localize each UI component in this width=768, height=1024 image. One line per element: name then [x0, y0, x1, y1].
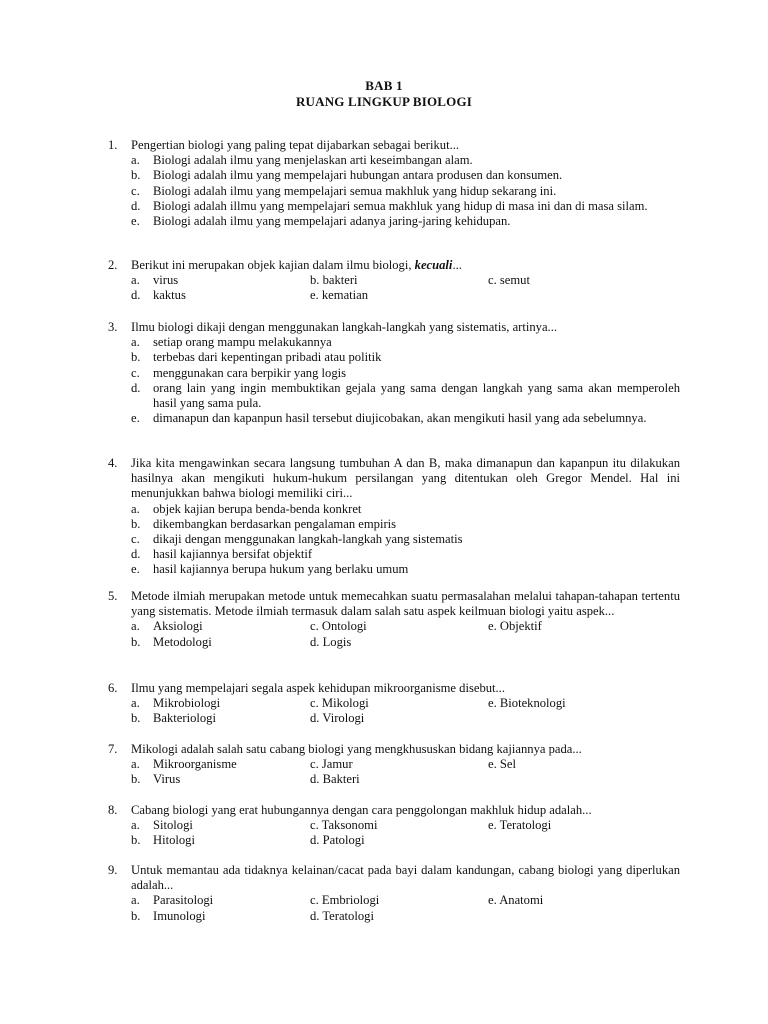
option-text: Mikroorganisme [153, 757, 237, 772]
option-letter: d. [131, 288, 141, 303]
options-row [108, 818, 680, 833]
option-e: e. Teratologi [488, 818, 552, 833]
options-row [108, 273, 680, 288]
option-d [108, 381, 680, 411]
option-text: Biologi adalah ilmu yang mempelajari hubungan antara produsen dan konsumen. [153, 168, 563, 183]
option-text: dimanapun dan kapanpun hasil tersebut diujicobakan, akan mengikuti hasil yang ada sebelumnya. [153, 411, 647, 426]
question-number: 1. [108, 138, 118, 152]
option-d [108, 547, 680, 562]
option-c: c. Embriologi [310, 893, 380, 908]
option-c: c. semut [488, 273, 530, 288]
option-text: Biologi adalah ilmu yang mempelajari adanya jaring-jaring kehidupan. [153, 214, 511, 229]
option-b [131, 711, 216, 726]
option-letter: a. [131, 273, 140, 288]
option-b [131, 634, 212, 650]
option-text: Sitologi [153, 818, 193, 833]
option-a [131, 619, 203, 634]
question-6 [108, 681, 680, 727]
options-row [108, 909, 680, 924]
question-number: 2. [108, 258, 118, 272]
options-row [108, 757, 680, 772]
option-e [108, 411, 680, 426]
option-d [131, 288, 186, 303]
option-letter: c. [131, 183, 140, 198]
option-letter: d. [131, 547, 141, 562]
option-text: hasil kajiannya bersifat objektif [153, 547, 313, 562]
option-letter: b. [131, 833, 141, 848]
option-text: Mikrobiologi [153, 696, 221, 711]
question-8 [108, 803, 680, 849]
option-letter: e. [131, 562, 140, 577]
option-a [131, 893, 214, 908]
question-7 [108, 742, 680, 788]
option-c: c. Taksonomi [310, 818, 378, 833]
question-number: 4. [108, 456, 118, 470]
option-a [131, 757, 237, 772]
option-letter: c. [131, 532, 140, 547]
option-letter: a. [131, 501, 140, 516]
option-a [108, 502, 680, 517]
question-number: 3. [108, 320, 118, 334]
option-text: terbebas dari kepentingan pribadi atau politik [153, 350, 382, 365]
question-5 [108, 589, 680, 650]
question-9 [108, 863, 680, 924]
option-letter: b. [131, 711, 141, 726]
option-a [131, 273, 179, 288]
option-text: objek kajian berupa benda-benda konkret [153, 501, 362, 516]
option-b [108, 517, 680, 532]
option-letter: d. [131, 380, 141, 395]
question-number: 9. [108, 863, 118, 877]
option-d: d. Logis [310, 634, 352, 649]
option-text: Virus [153, 772, 181, 787]
option-letter: b. [131, 908, 141, 923]
option-e: e. Objektif [488, 619, 542, 634]
option-e [108, 562, 680, 577]
question-number: 8. [108, 803, 118, 817]
option-letter: a. [131, 893, 140, 908]
option-c: c. Mikologi [310, 696, 369, 711]
option-text: Bakteriologi [153, 711, 216, 726]
option-text: Biologi adalah ilmu yang mempelajari semua makhluk yang hidup sekarang ini. [153, 183, 557, 198]
question-1 [108, 138, 680, 229]
option-d: d. Bakteri [310, 772, 360, 787]
option-text: setiap orang mampu melakukannya [153, 335, 332, 350]
question-text-end: ... [452, 258, 462, 272]
options-row [108, 696, 680, 711]
option-text: virus [153, 273, 179, 288]
options-row [108, 635, 680, 650]
option-e: e. Anatomi [488, 893, 544, 908]
options-row [108, 893, 680, 908]
question-number: 6. [108, 681, 118, 695]
question-2 [108, 258, 680, 304]
option-d: d. Patologi [310, 833, 365, 848]
chapter-label: BAB 1 [365, 78, 403, 93]
page-title: RUANG LINGKUP BIOLOGI [295, 94, 473, 109]
question-text: Berikut ini merupakan objek kajian dalam ilmu biologi, [131, 258, 412, 272]
option-text: menggunakan cara berpikir yang logis [153, 365, 347, 380]
option-letter: b. [131, 350, 141, 365]
option-text: Metodologi [153, 634, 212, 649]
question-text: Ilmu biologi dikaji dengan menggunakan langkah-langkah yang sistematis, artinya... [131, 320, 557, 334]
option-e: e. kematian [310, 288, 369, 303]
option-c [108, 184, 680, 199]
option-e: e. Bioteknologi [488, 696, 566, 711]
option-letter: a. [131, 696, 140, 711]
option-d [108, 199, 680, 214]
option-a [131, 818, 193, 833]
option-text: orang lain yang ingin membuktikan gejala yang sama dengan langkah yang sama akan memperoleh hasil yang sama pula. [153, 380, 680, 411]
option-letter: b. [131, 634, 141, 649]
option-e [108, 214, 680, 229]
question-4 [108, 456, 680, 578]
question-text: Ilmu yang mempelajari segala aspek kehidupan mikroorganisme disebut... [131, 681, 505, 695]
option-text: dikaji dengan menggunakan langkah-langkah yang sistematis [153, 532, 463, 547]
question-text: Metode ilmiah merupakan metode untuk memecahkan suatu permasalahan melalui tahapan-tahapan tertentu yang sistematis. Metode ilmiah termasuk dalam salah satu aspek keilmuan biologi yaitu aspek... [131, 589, 680, 619]
option-text: dikembangkan berdasarkan pengalaman empiris [153, 516, 397, 531]
options-row [108, 619, 680, 634]
option-letter: e. [131, 411, 140, 426]
option-letter: a. [131, 153, 140, 168]
option-letter: e. [131, 214, 140, 229]
option-text: Parasitologi [153, 893, 214, 908]
option-text: Aksiologi [153, 619, 203, 634]
option-b [108, 350, 680, 365]
question-emphasis: kecuali [414, 258, 453, 272]
option-letter: a. [131, 818, 140, 833]
option-letter: a. [131, 757, 140, 772]
option-letter: b. [131, 772, 141, 787]
option-c [108, 366, 680, 381]
question-number: 5. [108, 589, 118, 603]
option-text: Biologi adalah illmu yang mempelajari semua makhluk yang hidup di masa ini dan di masa silam. [153, 198, 648, 213]
option-c: c. Jamur [310, 757, 353, 772]
options-row [108, 711, 680, 726]
option-c [108, 532, 680, 547]
question-number: 7. [108, 742, 118, 756]
question-text: Pengertian biologi yang paling tepat dijabarkan sebagai berikut... [131, 138, 460, 152]
option-letter: a. [131, 335, 140, 350]
option-text: Imunologi [153, 908, 206, 923]
option-text: hasil kajiannya berupa hukum yang berlaku umum [153, 562, 409, 577]
option-a [108, 153, 680, 168]
option-letter: a. [131, 619, 140, 634]
option-b [131, 908, 206, 924]
question-3 [108, 320, 680, 426]
options-row [108, 772, 680, 787]
options-row [108, 288, 680, 303]
option-text: Biologi adalah ilmu yang menjelaskan arti keseimbangan alam. [153, 153, 473, 168]
option-e: e. Sel [488, 757, 516, 772]
question-text: Mikologi adalah salah satu cabang biologi yang mengkhususkan bidang kajiannya pada... [131, 742, 582, 756]
option-a [108, 335, 680, 350]
question-text: Cabang biologi yang erat hubungannya dengan cara penggolongan makhluk hidup adalah... [131, 803, 592, 817]
option-letter: b. [131, 516, 141, 531]
option-text: kaktus [153, 288, 186, 303]
option-a [131, 696, 221, 711]
question-text: Untuk memantau ada tidaknya kelainan/cacat pada bayi dalam kandungan, cabang biologi yang diperlukan adalah... [131, 863, 680, 893]
option-text: Hitologi [153, 833, 195, 848]
option-c: c. Ontologi [310, 619, 367, 634]
option-letter: b. [131, 168, 141, 183]
option-d: d. Teratologi [310, 908, 374, 923]
question-text: Jika kita mengawinkan secara langsung tumbuhan A dan B, maka dimanapun dan kapanpun itu dilakukan hasilnya akan mengikuti hukum-hukum persilangan yang ditentukan oleh Gregor Mendel. Hal ini menunjukkan bahwa biologi memiliki ciri... [131, 456, 680, 501]
option-b [108, 168, 680, 183]
options-row [108, 833, 680, 848]
option-b [131, 772, 181, 787]
option-letter: c. [131, 365, 140, 380]
option-b: b. bakteri [310, 273, 358, 288]
option-letter: d. [131, 198, 141, 213]
option-b [131, 833, 195, 848]
option-d: d. Virologi [310, 711, 365, 726]
